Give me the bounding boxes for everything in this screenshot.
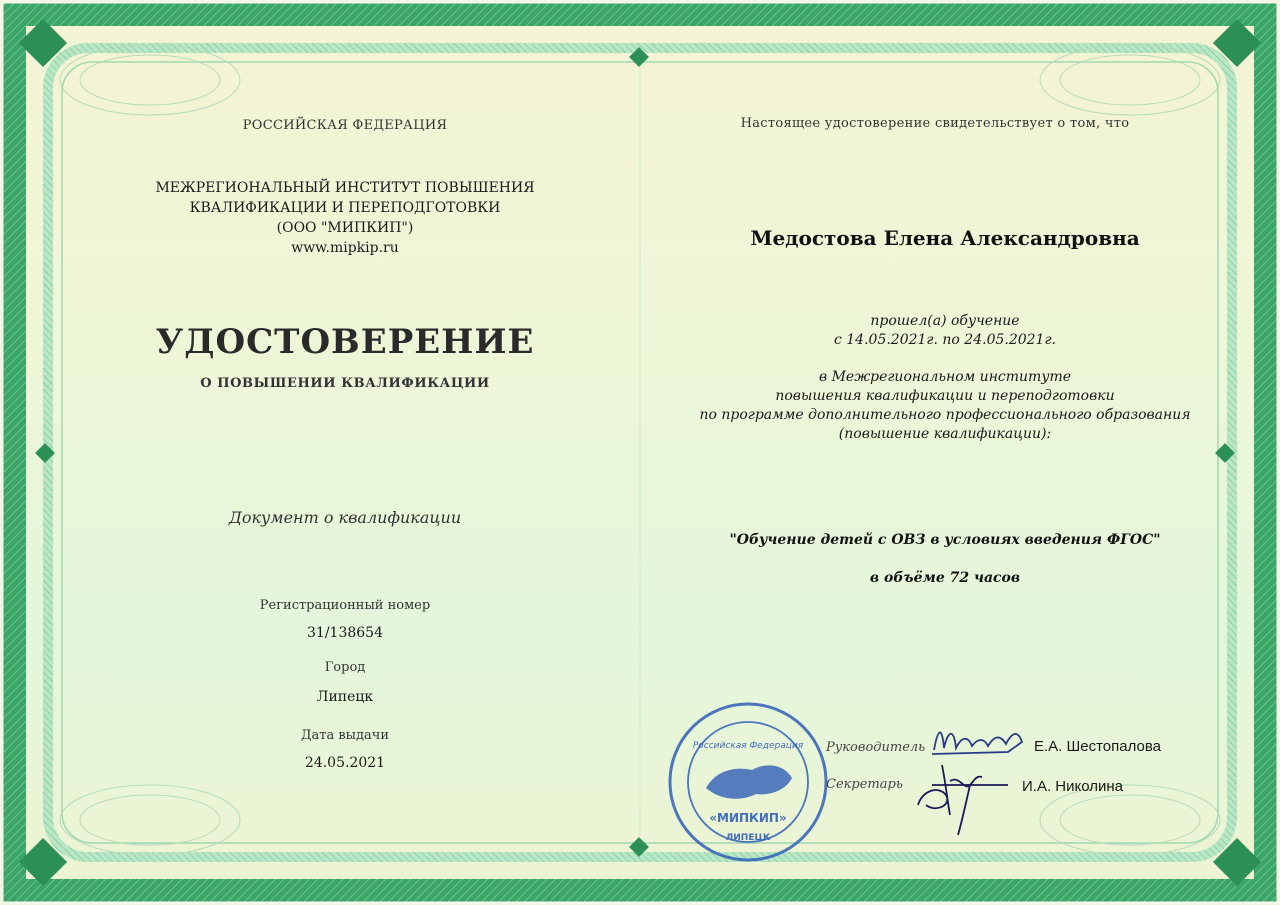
secretary-name: И.А. Николина [1022,778,1124,795]
place-line-1: в Межрегиональном институте [818,369,1072,385]
institute-name-line2: КВАЛИФИКАЦИИ И ПЕРЕПОДГОТОВКИ [189,200,501,216]
certification-intro: Настоящее удостоверение свидетельствует о том, что [740,116,1130,131]
country-name: РОССИЙСКАЯ ФЕДЕРАЦИЯ [242,118,448,133]
city-value: Липецк [316,689,374,705]
city-label: Город [324,660,366,675]
place-line-4: (повышение квалификации): [838,426,1052,442]
training-dates: с 14.05.2021г. по 24.05.2021г. [833,332,1056,348]
document-subtitle: О ПОВЫШЕНИИ КВАЛИФИКАЦИИ [200,376,490,391]
seal-center-text: «МИПКИП» [709,811,787,825]
holder-name: Медостова Елена Александровна [750,226,1140,250]
seal-top-text: Российская Федерация [692,741,804,751]
place-line-3: по программе дополнительного профессионального образования [699,407,1191,423]
director-name: Е.А. Шестопалова [1034,738,1162,755]
document-title: УДОСТОВЕРЕНИЕ [155,322,535,362]
institute-website: www.mipkip.ru [291,240,399,256]
program-volume: в объёме 72 часов [869,570,1021,586]
director-role: Руководитель [826,740,926,755]
place-line-2: повышения квалификации и переподготовки [775,388,1115,404]
institute-short-name: (ООО "МИПКИП") [276,220,414,236]
institute-seal-icon [666,700,830,864]
issue-date-value: 24.05.2021 [304,755,386,771]
document-kind: Документ о квалификации [228,508,462,527]
institute-name-line1: МЕЖРЕГИОНАЛЬНЫЙ ИНСТИТУТ ПОВЫШЕНИЯ [155,180,535,196]
reg-number-label: Регистрационный номер [259,598,431,613]
issue-date-label: Дата выдачи [300,728,390,743]
program-title: "Обучение детей с ОВЗ в условиях введения ФГОС" [729,532,1161,548]
secretary-signature-icon [912,755,1022,840]
secretary-role: Секретарь [826,777,903,792]
reg-number-value: 31/138654 [307,625,383,641]
seal-bottom-text: ЛИПЕЦК [725,833,771,843]
training-line-1: прошел(а) обучение [870,313,1020,329]
